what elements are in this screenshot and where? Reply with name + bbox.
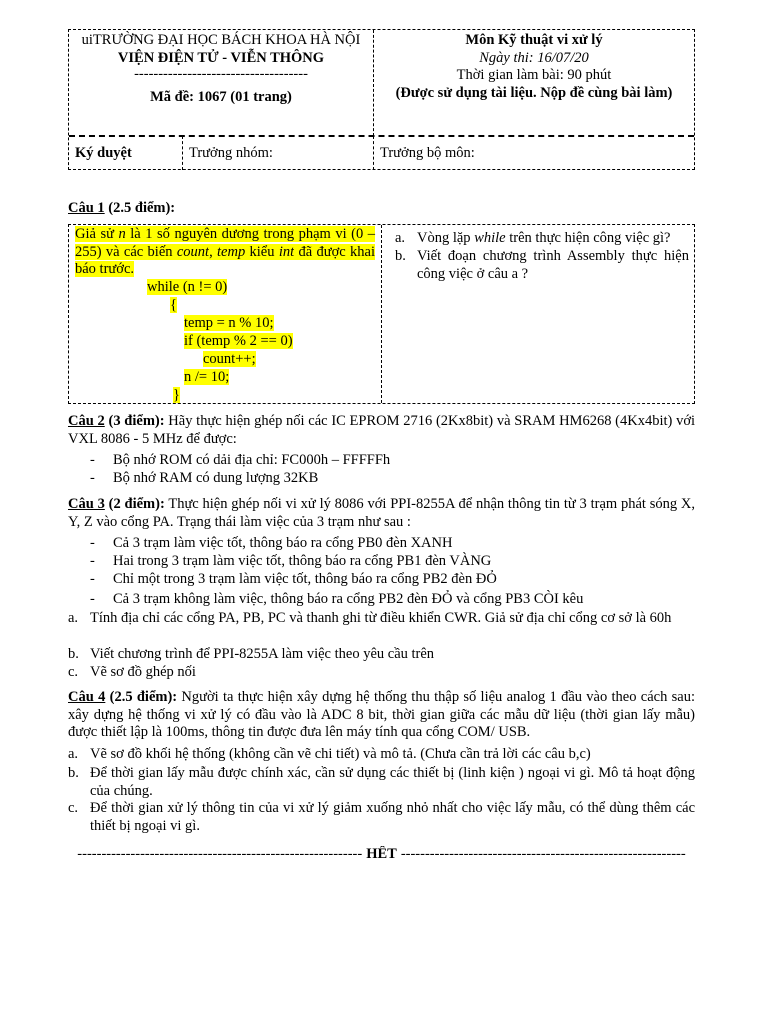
sub-item: Tính địa chỉ các cổng PA, PB, PC và thanh ghi từ điều khiển CWR. Giả sử địa chỉ cổng cơ sở là 60h: [90, 610, 672, 626]
list-item: Chỉ một trong 3 trạm làm việc tốt, thông báo ra cổng PB2 đèn ĐỎ: [113, 571, 497, 587]
q1-var-n: n: [118, 226, 126, 242]
q4-points: (2.5 điểm):: [109, 689, 178, 705]
list-bullet: -: [90, 535, 95, 551]
code-line: [184, 369, 229, 387]
q1-intro-text: ,: [209, 243, 218, 260]
list-item: Bộ nhớ ROM có dải địa chỉ: FC000h – FFFFFh: [113, 452, 391, 468]
q2-points: (3 điểm):: [108, 413, 165, 429]
code-text: n /= 10;: [184, 369, 230, 385]
q4-title: Câu 4: [68, 689, 106, 705]
code-text: temp = n % 10;: [184, 315, 274, 331]
q4-text: Người ta thực hiện xây dựng hệ thống thu thập số liệu analog 1 đầu vào theo cách sau: xây dựng hệ thống vi xử lý có đầu vào là ADC 8 bit, thời gian giữa các mẫu dữ liệu (thời gian lấy mẫu) được thiết lập là 100ms, thông tin được đưa lên máy tính qua cổng COM/ USB.: [68, 689, 695, 740]
code-line: [203, 351, 256, 369]
sub-item: Để thời gian xử lý thông tin của vi xử lý giảm xuống nhỏ nhất cho việc lấy mẫu, có thể dùng thêm các thiết bị ngoại vi gì.: [90, 800, 695, 834]
q2-paragraph: [68, 413, 695, 448]
q1-type-int: int: [278, 243, 295, 260]
code-line: [170, 297, 177, 315]
q1-intro-text: kiểu: [245, 243, 279, 260]
code-text: count++;: [203, 351, 256, 367]
sub-marker: a.: [68, 610, 79, 626]
list-bullet: -: [90, 452, 95, 468]
code-text: while (n != 0): [147, 279, 228, 295]
q1-var-count: count: [176, 243, 210, 260]
q1-intro: [75, 226, 375, 279]
q1-a-marker: a.: [395, 230, 406, 246]
sub-marker: b.: [68, 765, 79, 781]
q1-heading: [68, 200, 175, 218]
q2-title: Câu 2: [68, 413, 105, 429]
q1-a-text: [417, 230, 689, 248]
code-line: [184, 315, 274, 333]
q3-points: (2 điểm):: [108, 496, 165, 512]
exam-code: Mã đề: 1067 (01 trang): [150, 89, 292, 105]
q1-points: (2.5 điểm):: [108, 200, 176, 216]
q1-divider: [381, 225, 382, 403]
list-item: Hai trong 3 trạm làm việc tốt, thông báo ra cổng PB1 đèn VÀNG: [113, 553, 492, 569]
code-text: {: [170, 297, 177, 313]
header-divider: [373, 30, 374, 136]
exam-note: (Được sử dụng tài liệu. Nộp đề cùng bài làm): [395, 84, 673, 101]
sub-marker: b.: [68, 646, 79, 662]
end-dashes-right: -----------------------------------------------------------: [400, 846, 686, 862]
separator-line: ------------------------------------: [134, 66, 308, 82]
end-dashes-left: -----------------------------------------------------------: [77, 846, 363, 862]
q1-a-text-part: trên thực hiện công việc gì?: [505, 230, 671, 246]
exam-header-table: [68, 29, 695, 170]
code-text: if (temp % 2 == 0): [184, 333, 293, 349]
q1-b-marker: b.: [395, 248, 406, 264]
q1-title: Câu 1: [68, 200, 105, 216]
list-item: Bộ nhớ RAM có dung lượng 32KB: [113, 470, 319, 486]
dept-head-label: Trưởng bộ môn:: [380, 145, 475, 161]
header-cell-divider: [373, 136, 374, 170]
list-bullet: -: [90, 470, 95, 486]
sub-item: Viết chương trình để PPI-8255A làm việc theo yêu cầu trên: [90, 646, 435, 662]
q3-title: Câu 3: [68, 496, 105, 512]
code-text: }: [173, 387, 180, 403]
institute-name: VIỆN ĐIỆN TỬ - VIỄN THÔNG: [117, 49, 325, 66]
q1-a-text-part: Vòng lặp: [417, 230, 475, 246]
q1-intro-text: đã được khai báo trước.: [75, 243, 375, 277]
code-line: [173, 387, 180, 405]
code-line: [184, 333, 293, 351]
exam-duration: Thời gian làm bài: 90 phút: [456, 67, 612, 83]
sub-marker: c.: [68, 664, 79, 680]
q2-text: Hãy thực hiện ghép nối các IC EPROM 2716 (2Kx8bit) và SRAM HM6268 (4Kx4bit) với VXL 8086 - 5 MHz để được:: [68, 413, 696, 447]
q4-paragraph: [68, 689, 695, 742]
q1-intro-text: Giả sử: [75, 226, 119, 242]
header-row-divider: [69, 135, 694, 137]
q3-text: Thực hiện ghép nối vi xử lý 8086 với PPI-8255A để nhận thông tin từ 3 trạm phát sóng X, Y, Z vào cổng PA. Trạng thái làm việc của 3 trạm như sau :: [68, 496, 696, 530]
header-cell-divider: [182, 136, 183, 170]
list-bullet: -: [90, 553, 95, 569]
list-bullet: -: [90, 571, 95, 587]
code-line: [147, 279, 227, 297]
sub-marker: a.: [68, 746, 79, 762]
q1-a-while: while: [474, 230, 506, 246]
exam-info: [375, 32, 693, 102]
end-marker: [68, 846, 695, 864]
list-item: Cả 3 trạm làm việc tốt, thông báo ra cổng PB0 đèn XANH: [113, 535, 453, 551]
sub-marker: c.: [68, 800, 79, 816]
approval-label: Ký duyệt: [75, 145, 132, 161]
school-info: [75, 32, 367, 107]
end-label: HẾT: [366, 846, 397, 862]
sub-item: Vẽ sơ đồ ghép nối: [90, 664, 196, 680]
sub-item: Vẽ sơ đồ khối hệ thống (không cần vẽ chi tiết) và mô tả. (Chưa cần trả lời các câu b,c): [90, 746, 591, 762]
sub-item: Để thời gian lấy mẫu được chính xác, cần sử dụng các thiết bị (linh kiện ) ngoại vi gì. Mô tả hoạt động của chúng.: [90, 765, 695, 799]
q1-box: [68, 224, 695, 404]
exam-date: Ngày thi: 16/07/20: [479, 49, 589, 66]
q3-paragraph: [68, 496, 695, 531]
list-bullet: -: [90, 591, 95, 607]
q1-var-temp: temp: [217, 243, 246, 260]
q1-b-text: Viết đoạn chương trình Assembly thực hiện công việc ở câu a ?: [417, 248, 689, 282]
school-name: uiTRƯỜNG ĐẠI HỌC BÁCH KHOA HÀ NỘI: [81, 32, 361, 48]
q1-intro-text: là 1 số nguyên dương trong phạm vi (0 – 255) và các biến: [75, 226, 376, 260]
group-head-label: Trưởng nhóm:: [189, 145, 273, 161]
list-item: Cả 3 trạm không làm việc, thông báo ra cổng PB2 đèn ĐỎ và cổng PB3 CÒI kêu: [113, 591, 584, 607]
subject: Môn Kỹ thuật vi xử lý: [465, 32, 603, 48]
